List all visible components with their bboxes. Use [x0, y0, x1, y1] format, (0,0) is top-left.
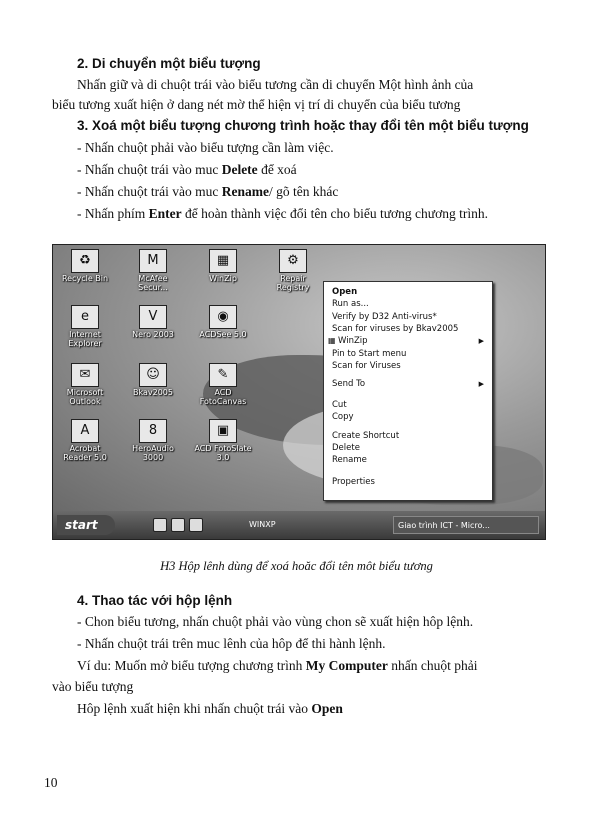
- desktop-icon-label: McAfee: [138, 274, 168, 283]
- taskbar: [53, 511, 545, 539]
- menu-item[interactable]: [328, 335, 486, 347]
- bullet-3-tail: / gõ tên khác: [268, 184, 339, 199]
- desktop-icon[interactable]: [123, 363, 183, 397]
- menu-item[interactable]: [332, 399, 486, 411]
- menu-item[interactable]: [332, 430, 486, 442]
- desktop-icon-label: Microsoft: [66, 388, 104, 397]
- menu-item-label: Cut: [332, 400, 347, 410]
- nero-icon: V: [139, 305, 167, 329]
- menu-item[interactable]: [332, 298, 486, 310]
- desktop-icon-label: Explorer: [68, 339, 102, 348]
- menu-item-label: Create Shortcut: [332, 431, 400, 441]
- bullet-3-keyword: Rename: [221, 184, 269, 199]
- start-button[interactable]: start: [57, 515, 115, 535]
- desktop-icon[interactable]: [55, 419, 115, 462]
- menu-item[interactable]: [332, 442, 486, 454]
- desktop-icon[interactable]: [123, 419, 183, 462]
- section-4-bullet-2: - Nhấn chuột trái trên muc lênh của hôp để thi hành lệnh.: [77, 636, 386, 651]
- desktop-icon-label: Repair: [280, 274, 306, 283]
- heroaudio-icon: 8: [139, 419, 167, 443]
- menu-item-label: Scan for viruses by Bkav2005: [332, 324, 459, 334]
- menu-item[interactable]: [332, 286, 486, 298]
- desktop-icon-label: Registry: [276, 283, 310, 292]
- section-4-bullet-1: - Chon biểu tương, nhấn chuột phải vào vùng chon sẽ xuất hiện hôp lệnh.: [77, 614, 474, 629]
- desktop-icon-label: HeroAudio: [132, 444, 174, 453]
- desktop-icon-label: Outlook: [69, 397, 101, 406]
- desktop-icon[interactable]: [55, 363, 115, 406]
- menu-item-label: Properties: [332, 477, 375, 487]
- mcafee-icon: M: [139, 249, 167, 273]
- section-3-heading: 3. Xoá một biểu tượng chương trình hoặc thay đổi tên một biểu tượng: [77, 118, 529, 133]
- repair-registry-icon: ⚙: [279, 249, 307, 273]
- bullet-4-tail: để hoàn thành việc đổi tên cho biểu tương chương trình.: [181, 206, 488, 221]
- desktop-icon-label: Secur...: [138, 283, 168, 292]
- acd-fotoslate-icon: ▣: [209, 419, 237, 443]
- menu-item-label: Scan for Viruses: [332, 361, 401, 371]
- menu-item[interactable]: [332, 476, 486, 488]
- desktop-icon[interactable]: [193, 249, 253, 283]
- acrobat-icon: A: [71, 419, 99, 443]
- section-2-line-2: biểu tương xuất hiện ở dang nét mờ thể hiện vị trí di chuyển của biểu tương: [52, 97, 461, 112]
- menu-item-label: Rename: [332, 455, 367, 465]
- example-line-1: [77, 658, 478, 674]
- desktop-icon-label: Reader 5.0: [63, 453, 107, 462]
- bkav-icon: ☺: [139, 363, 167, 387]
- menu-item[interactable]: [332, 311, 486, 323]
- desktop-icon-label: Recycle Bin: [61, 274, 109, 283]
- quicklaunch-icon[interactable]: [189, 518, 203, 532]
- section-3-bullet-1: - Nhấn chuột phải vào biểu tượng cần làm việc.: [77, 140, 334, 155]
- last-line-text: Hôp lệnh xuất hiện khi nhấn chuột trái vào: [77, 701, 312, 716]
- desktop-icon-label: ACD FotoSlate: [194, 444, 252, 453]
- menu-item[interactable]: [332, 348, 486, 360]
- section-3-bullet-4: [77, 206, 488, 222]
- desktop-icon[interactable]: [193, 305, 253, 339]
- section-3-bullet-2: [77, 162, 297, 178]
- taskbar-button-document[interactable]: Giao trình ICT - Micro...: [393, 516, 539, 534]
- winzip-icon: ▦: [328, 336, 336, 345]
- desktop-icon[interactable]: [55, 305, 115, 348]
- desktop-icon-label: Nero 2003: [132, 330, 174, 339]
- desktop-icon-label: 3.0: [216, 453, 230, 462]
- menu-item[interactable]: [332, 323, 486, 335]
- menu-item-label: Copy: [332, 412, 354, 422]
- bullet-4-keyword: Enter: [148, 206, 182, 221]
- desktop-icon-label: FotoCanvas: [199, 397, 247, 406]
- acd-fotocanvas-icon: ✎: [209, 363, 237, 387]
- desktop-icon-label: Acrobat: [69, 444, 101, 453]
- example-text: Ví du: Muốn mở biểu tượng chương trình: [77, 658, 306, 673]
- recycle-bin-icon: ♻: [71, 249, 99, 273]
- outlook-icon: ✉: [71, 363, 99, 387]
- menu-item-label: Verify by D32 Anti-virus*: [332, 312, 437, 322]
- submenu-arrow-icon: ▶: [478, 337, 484, 345]
- desktop-icon-label: Bkav2005: [133, 388, 173, 397]
- internet-explorer-icon: e: [71, 305, 99, 329]
- desktop-icon-label: ACDSee 5.0: [199, 330, 247, 339]
- menu-item-label: WinZip: [338, 336, 368, 346]
- menu-item[interactable]: [332, 360, 486, 372]
- desktop-icon[interactable]: [193, 419, 253, 462]
- menu-item-label: Send To: [332, 379, 366, 389]
- section-4-heading: 4. Thao tác với hộp lệnh: [77, 593, 233, 608]
- page-number: 10: [44, 775, 58, 790]
- desktop-icon-label: 3000: [142, 453, 164, 462]
- example-line-2: vào biểu tượng: [52, 679, 134, 694]
- menu-item-label: Delete: [332, 443, 360, 453]
- desktop-icon[interactable]: [193, 363, 253, 406]
- menu-item-label: Run as...: [332, 299, 369, 309]
- example-tail: nhấn chuột phải: [387, 658, 478, 673]
- figure-caption: H3 Hộp lênh dùng để xoá hoăc đổi tên môt biểu tương: [160, 559, 433, 573]
- menu-item[interactable]: [332, 411, 486, 423]
- desktop-icon[interactable]: [123, 249, 183, 292]
- menu-item-label: Open: [332, 287, 358, 297]
- acdsee-icon: ◉: [209, 305, 237, 329]
- quicklaunch-icon[interactable]: [153, 518, 167, 532]
- desktop-icon[interactable]: [263, 249, 323, 292]
- desktop-icon-label: Internet: [69, 330, 101, 339]
- taskbar-button-winxp[interactable]: WINXP: [249, 520, 276, 529]
- desktop-icon[interactable]: [55, 249, 115, 283]
- bullet-2-tail: để xoá: [257, 162, 297, 177]
- context-menu: [323, 281, 493, 501]
- desktop-screenshot: [52, 244, 546, 540]
- example-keyword: My Computer: [305, 658, 388, 673]
- section-3-bullet-3: [77, 184, 338, 200]
- last-line: [77, 701, 343, 717]
- last-line-keyword: Open: [311, 701, 343, 716]
- menu-item[interactable]: [332, 454, 486, 466]
- bullet-4-text: - Nhấn phím: [77, 206, 149, 221]
- desktop-icon-label: WinZip: [209, 274, 237, 283]
- desktop-icon-label: ACD: [214, 388, 232, 397]
- bullet-2-keyword: Delete: [221, 162, 258, 177]
- bullet-2-text: - Nhấn chuột trái vào muc: [77, 162, 222, 177]
- section-2-heading: 2. Di chuyển một biểu tượng: [77, 56, 261, 71]
- desktop-icon[interactable]: [123, 305, 183, 339]
- submenu-arrow-icon: ▶: [478, 380, 484, 388]
- bullet-3-text: - Nhấn chuột trái vào muc: [77, 184, 222, 199]
- winzip-icon: ▦: [209, 249, 237, 273]
- menu-item[interactable]: [332, 378, 486, 390]
- quicklaunch-icon[interactable]: [171, 518, 185, 532]
- menu-item-label: Pin to Start menu: [332, 349, 407, 359]
- section-2-line-1: Nhấn giữ và di chuột trái vào biểu tương cần di chuyển Một hình ảnh của: [77, 77, 474, 92]
